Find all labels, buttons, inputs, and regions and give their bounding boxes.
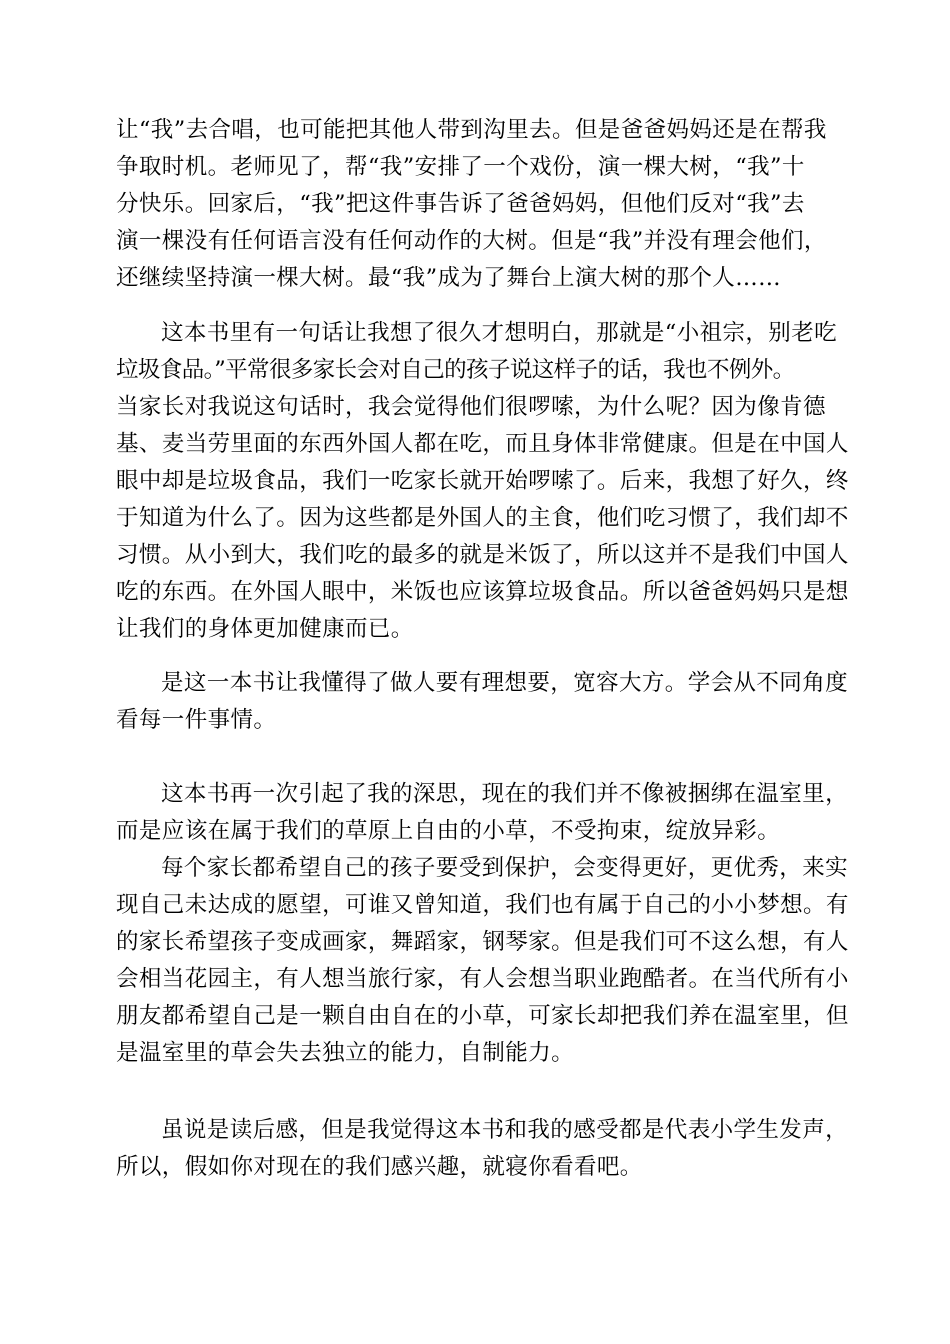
paragraph: [116, 776, 848, 850]
text-line: 会相当花园主，有人想当旅行家，有人会想当职业跑酷者。在当代所有小: [116, 966, 849, 992]
text-line: 虽说是读后感，但是我觉得这本书和我的感受都是代表小学生发声，: [161, 1117, 849, 1143]
text-line: 争取时机。老师见了，帮“我”安排了一个戏份，演一棵大树，“我”十: [116, 154, 805, 180]
text-line: 让我们的身体更加健康而已。: [116, 616, 414, 642]
text-line: 而是应该在属于我们的草原上自由的小草，不受拘束，绽放异彩。: [116, 818, 781, 844]
text-line: 每个家长都希望自己的孩子要受到保护，会变得更好，更优秀，来实: [161, 855, 849, 881]
text-line: 眼中却是垃圾食品，我们一吃家长就开始啰嗦了。后来，我想了好久，终: [116, 468, 849, 494]
text-line: 现自己未达成的愿望，可谁又曾知道，我们也有属于自己的小小梦想。有: [116, 892, 849, 918]
text-line: 分快乐。回家后，“我”把这件事告诉了爸爸妈妈，但他们反对“我”去: [116, 191, 805, 217]
paragraph: [116, 850, 849, 1072]
text-line: 看每一件事情。: [116, 707, 277, 733]
text-line: 还继续坚持演一棵大树。最“我”成为了舞台上演大树的那个人……: [116, 265, 782, 291]
text-line: 是温室里的草会失去独立的能力，自制能力。: [116, 1040, 575, 1066]
text-line: 垃圾食品。”平常很多家长会对自己的孩子说这样子的话，我也不例外。: [116, 357, 795, 383]
text-line: 习惯。从小到大，我们吃的最多的就是米饭了，所以这并不是我们中国人: [116, 542, 849, 568]
text-line: 于知道为什么了。因为这些都是外国人的主食，他们吃习惯了，我们却不: [116, 505, 849, 531]
text-line: 的家长希望孩子变成画家，舞蹈家，钢琴家。但是我们可不这么想，有人: [116, 929, 849, 955]
text-line: 吃的东西。在外国人眼中，米饭也应该算垃圾食品。所以爸爸妈妈只是想: [116, 579, 849, 605]
paragraph: [116, 1112, 848, 1186]
paragraph: [116, 665, 848, 739]
text-line: 让“我”去合唱，也可能把其他人带到沟里去。但是爸爸妈妈还是在帮我: [116, 117, 827, 143]
text-line: 当家长对我说这句话时，我会觉得他们很啰嗦，为什么呢？因为像肯德: [116, 394, 826, 420]
text-line: 这本书里有一句话让我想了很久才想明白，那就是“小祖宗，别老吃: [161, 320, 838, 346]
text-line: 基、麦当劳里面的东西外国人都在吃，而且身体非常健康。但是在中国人: [116, 431, 849, 457]
paragraph: [116, 315, 849, 648]
paragraph: [116, 112, 827, 297]
text-line: 这本书再一次引起了我的深思，现在的我们并不像被捆绑在温室里，: [161, 781, 849, 807]
text-line: 所以，假如你对现在的我们感兴趣，就寝你看看吧。: [116, 1154, 643, 1180]
text-line: 朋友都希望自己是一颗自由自在的小草，可家长却把我们养在温室里，但: [116, 1003, 849, 1029]
text-line: 演一棵没有任何语言没有任何动作的大树。但是“我”并没有理会他们，: [116, 228, 827, 254]
text-line: 是这一本书让我懂得了做人要有理想要，宽容大方。学会从不同角度: [161, 670, 849, 696]
